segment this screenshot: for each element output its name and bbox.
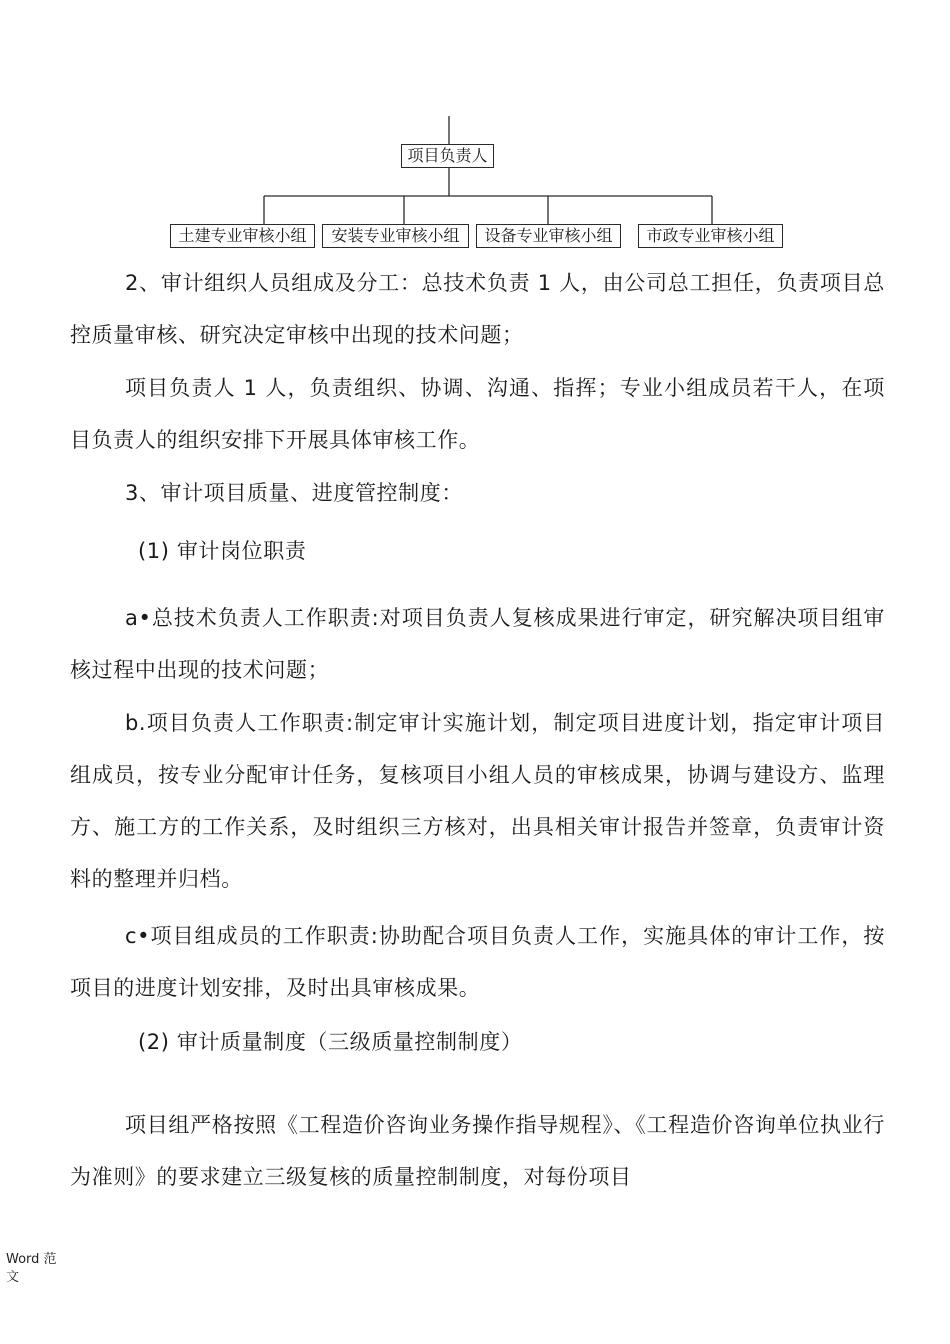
paragraph-duty-a: a•总技术负责人工作职责:对项目负责人复核成果进行审定，研究解决项目组审核过程中出现的技术问题； [70, 606, 885, 682]
paragraph-staffing: 2、审计组织人员组成及分工：总技术负责 1 人，由公司总工担任，负责项目总控质量审核、研究决定审核中出现的技术问题； [70, 271, 885, 347]
org-box-child: 设备专业审核小组 [476, 224, 621, 248]
footer-label: Word 范文 [6, 1252, 57, 1285]
subheading-quality: (2) 审计质量制度（三级质量控制制度） [138, 1030, 523, 1054]
org-box-child: 土建专业审核小组 [170, 224, 315, 248]
org-box-top: 项目负责人 [401, 144, 494, 168]
paragraph-quality-control: 项目组严格按照《工程造价咨询业务操作指导规程》、《工程造价咨询单位执业行为准则》的要求建立三级复核的质量控制制度，对每份项目 [70, 1113, 885, 1189]
paragraph-project-lead: 项目负责人 1 人，负责组织、协调、沟通、指挥；专业小组成员若干人，在项目负责人的组织安排下开展具体审核工作。 [70, 376, 885, 452]
org-chart-lines [0, 0, 950, 260]
paragraph-section-3: 3、审计项目质量、进度管控制度： [125, 481, 463, 505]
subheading-responsibilities: (1) 审计岗位职责 [138, 539, 307, 563]
paragraph-duty-c: c•项目组成员的工作职责:协助配合项目负责人工作，实施具体的审计工作，按项目的进度计划安排，及时出具审核成果。 [70, 924, 885, 1000]
org-box-child: 安装专业审核小组 [322, 224, 469, 248]
org-box-child: 市政专业审核小组 [638, 224, 783, 248]
paragraph-duty-b: b.项目负责人工作职责:制定审计实施计划，制定项目进度计划，指定审计项目组成员，按专业分配审计任务，复核项目小组人员的审核成果，协调与建设方、监理方、施工方的工作关系，及时组织三方核对，出具相关审计报告并签章，负责审计资料的整理并归档。 [70, 711, 885, 891]
